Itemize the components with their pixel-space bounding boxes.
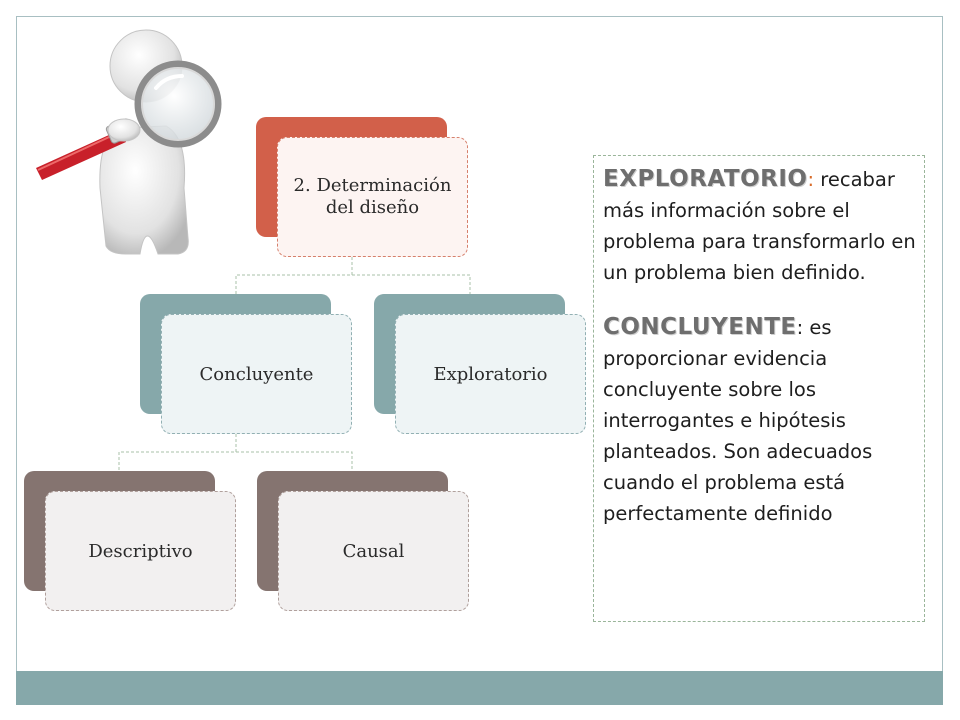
edge-root-concluyente bbox=[236, 257, 352, 294]
node-root-label: 2. Determinación del diseño bbox=[293, 175, 452, 218]
definition-concluyente bbox=[603, 312, 918, 529]
definition-concluyente-separator: : es bbox=[796, 316, 832, 339]
node-concluyente bbox=[161, 314, 352, 434]
node-exploratorio-label: Exploratorio bbox=[433, 363, 548, 385]
node-causal-label: Causal bbox=[342, 540, 405, 562]
definition-concluyente-text: proporcionar evidencia concluyente sobre los interrogantes e hipótesis planteados. Son adecuados cuando el problema está perfectamente definido bbox=[603, 347, 873, 525]
node-descriptivo-label: Descriptivo bbox=[88, 540, 193, 562]
node-descriptivo bbox=[45, 491, 236, 611]
node-root bbox=[277, 137, 468, 257]
edge-root-exploratorio bbox=[352, 275, 470, 294]
edge-concluyente-descriptivo bbox=[119, 434, 236, 471]
edge-concluyente-causal bbox=[236, 452, 352, 471]
definition-exploratorio-term: EXPLORATORIO bbox=[603, 166, 808, 192]
footer-bar bbox=[16, 671, 943, 705]
definition-exploratorio bbox=[603, 164, 918, 288]
node-concluyente-label: Concluyente bbox=[199, 363, 314, 385]
node-causal bbox=[278, 491, 469, 611]
definitions-box bbox=[593, 155, 925, 622]
node-exploratorio bbox=[395, 314, 586, 434]
definition-concluyente-term: CONCLUYENTE bbox=[603, 314, 797, 340]
definition-exploratorio-separator: : bbox=[807, 168, 815, 191]
definition-exploratorio-text: recabar más información sobre el problema para transformarlo en un problema bien definido. bbox=[603, 168, 916, 284]
